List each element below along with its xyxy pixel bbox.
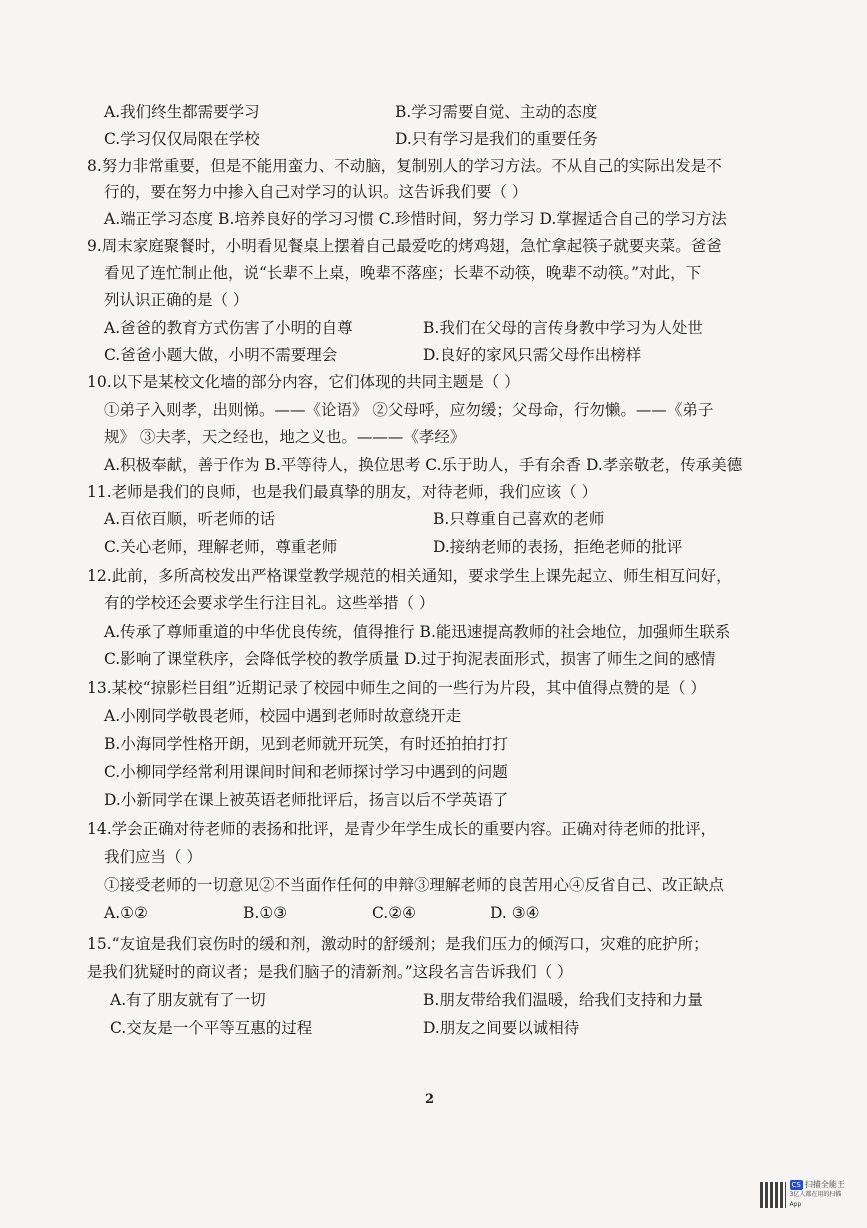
text-line-l42: A.有了朋友就有了一切 xyxy=(110,991,266,1009)
text-line-l35: ①接受老师的一切意见②不当面作任何的申辩③理解老师的良苦用心④反省自己、改正缺点 xyxy=(104,876,725,894)
watermark-sub: 3亿人都在用的扫描App xyxy=(789,1191,842,1208)
text-line-l3: C.学习仅仅局限在学校 xyxy=(104,130,260,148)
text-line-l6: 行的，要在努力中掺入自己对学习的认识。这告诉我们要（ ） xyxy=(104,183,528,201)
text-line-l37: B.①③ xyxy=(243,904,288,922)
watermark-name: 扫描全能王 xyxy=(804,1180,845,1189)
text-line-l9: 看见了连忙制止他，说“长辈不上桌，晚辈不落座；长辈不动筷，晚辈不动筷。”对此，下 xyxy=(104,264,702,282)
text-line-l18: A.积极奉献，善于作为 B.平等待人，换位思考 C.乐于助人，手有余香 D.孝亲敬老，传承美德 xyxy=(104,456,743,474)
cs-logo: CS xyxy=(791,1181,801,1189)
text-line-l19: 11.老师是我们的良师，也是我们最真挚的朋友，对待老师，我们应该（ ） xyxy=(87,483,598,501)
text-line-l27: C.影响了课堂秩序，会降低学校的教学质量 D.过于拘泥表面形式，损害了师生之间的感情 xyxy=(104,650,716,668)
text-line-l22: C.关心老师，理解老师，尊重老师 xyxy=(104,538,338,556)
text-line-l24: 12.此前，多所高校发出严格课堂教学规范的相关通知，要求学生上课先起立、师生相互问好， xyxy=(87,567,732,585)
text-line-l7: A.端正学习态度 B.培养良好的学习习惯 C.珍惜时间，努力学习 D.掌握适合自己的学习方法 xyxy=(104,210,727,228)
text-line-l41: 是我们犹疑时的商议者；是我们脑子的清新剂。”这段名言告诉我们（ ） xyxy=(87,963,573,981)
text-line-l32: D.小新同学在课上被英语老师批评后，扬言以后不学英语了 xyxy=(104,791,509,809)
text-line-l38: C.②④ xyxy=(372,904,417,922)
text-line-l44: C.交友是一个平等互惠的过程 xyxy=(110,1019,313,1037)
text-line-l15: 10.以下是某校文化墙的部分内容，它们体现的共同主题是（ ） xyxy=(87,373,520,391)
text-line-l20: A.百依百顺，听老师的话 xyxy=(104,510,276,528)
text-line-l34: 我们应当（ ） xyxy=(104,848,202,866)
text-line-l43: B.朋友带给我们温暖，给我们支持和力量 xyxy=(423,991,703,1009)
text-line-l28: 13.某校“掠影栏目组”近期记录了校园中师生之间的一些行为片段，其中值得点赞的是（ ） xyxy=(87,679,706,697)
text-line-l21: B.只尊重自己喜欢的老师 xyxy=(433,510,605,528)
text-line-l4: D.只有学习是我们的重要任务 xyxy=(395,130,598,148)
text-line-l26: A.传承了尊师重道的中华优良传统，值得推行 B.能迅速提高教师的社会地位，加强师生联系 xyxy=(104,623,731,641)
text-line-l45: D.朋友之间要以诚相待 xyxy=(423,1019,580,1037)
text-line-l30: B.小海同学性格开朗，见到老师就开玩笑，有时还拍拍打打 xyxy=(104,735,508,753)
text-line-l23: D.接纳老师的表扬，拒绝老师的批评 xyxy=(433,538,683,556)
text-line-l10: 列认识正确的是（ ） xyxy=(104,291,249,309)
text-line-l14: D.良好的家风只需父母作出榜样 xyxy=(423,346,642,364)
text-line-l8: 9.周末家庭聚餐时，小明看见餐桌上摆着自己最爱吃的烤鸡翅，急忙拿起筷子就要夹菜。爸爸 xyxy=(87,237,722,255)
text-line-l29: A.小刚同学敬畏老师，校园中遇到老师时故意绕开走 xyxy=(104,707,462,725)
text-line-l12: B.我们在父母的言传身教中学习为人处世 xyxy=(423,319,703,337)
text-line-l33: 14.学会正确对待老师的表扬和批评，是青少年学生成长的重要内容。正确对待老师的批评， xyxy=(87,820,717,838)
text-line-l36: A.①② xyxy=(104,904,148,922)
text-line-l40: 15.“友谊是我们哀伤时的缓和剂，激动时的舒缓剂；是我们压力的倾泻口，灾难的庇护所； xyxy=(87,935,709,953)
page-number: 2 xyxy=(425,1092,435,1107)
text-line-l31: C.小柳同学经常利用课间时间和老师探讨学习中遇到的问题 xyxy=(104,763,508,781)
text-line-l1: A.我们终生都需要学习 xyxy=(104,103,260,121)
text-line-l13: C.爸爸小题大做，小明不需要理会 xyxy=(104,346,338,364)
text-line-l39: D. ③④ xyxy=(490,904,540,922)
text-line-l2: B.学习需要自觉、主动的态度 xyxy=(395,103,598,121)
scanner-watermark xyxy=(760,1180,852,1210)
text-line-l25: 有的学校还会要求学生行注目礼。这些举措（ ） xyxy=(104,594,435,612)
text-line-l16: ①弟子入则孝，出则悌。——《论语》 ②父母呼，应勿缓；父母命，行勿懒。——《弟子 xyxy=(104,401,714,419)
text-line-l17: 规》 ③夫孝，天之经也，地之义也。———《孝经》 xyxy=(104,428,466,446)
text-line-l11: A.爸爸的教育方式伤害了小明的自尊 xyxy=(104,319,353,337)
qr-code-icon xyxy=(760,1182,786,1208)
text-line-l5: 8.努力非常重要，但是不能用蛮力、不动脑，复制别人的学习方法。不从自己的实际出发是不 xyxy=(87,157,722,175)
